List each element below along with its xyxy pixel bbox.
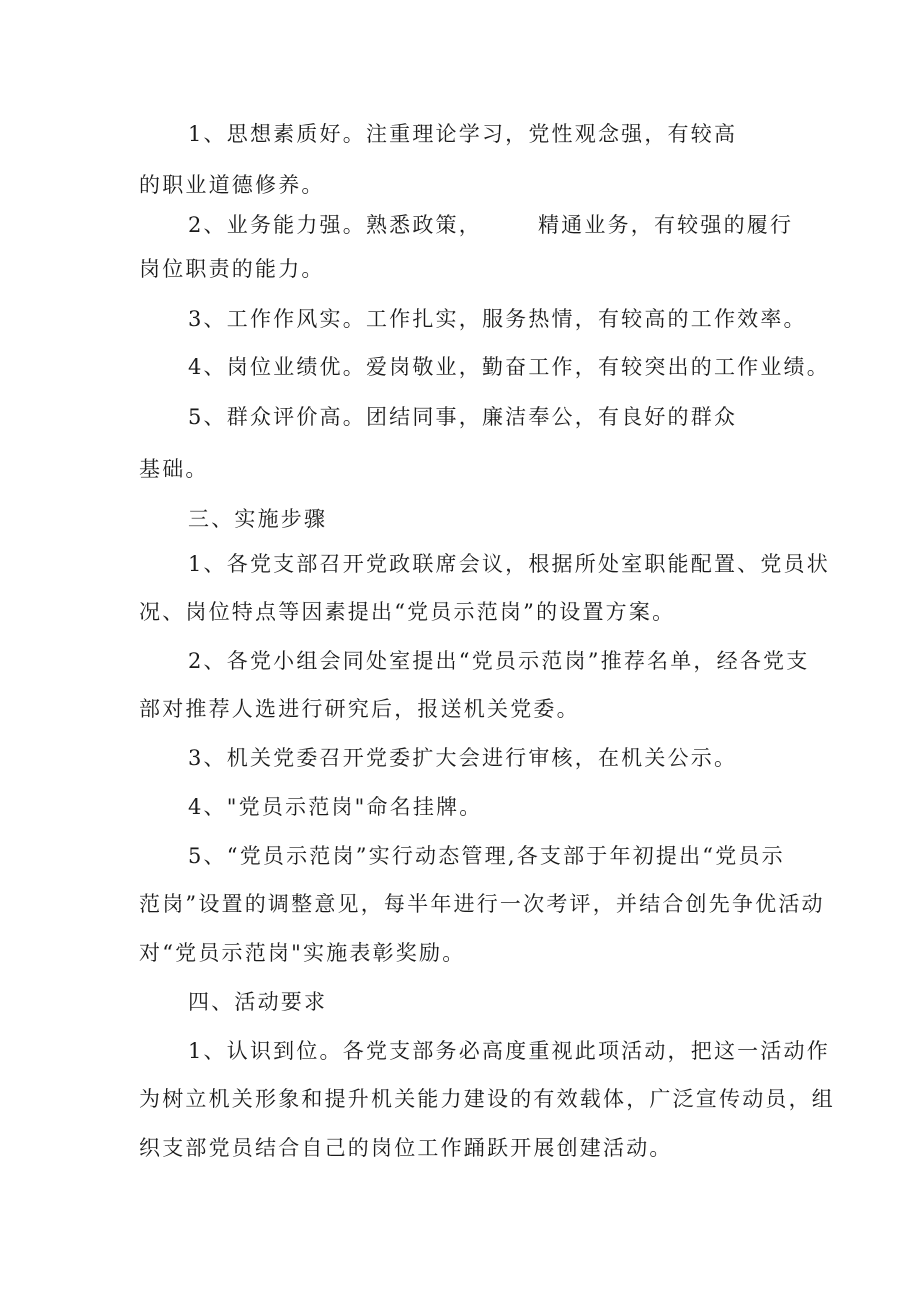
paragraph-line: 织支部党员结合自己的岗位工作踊跃开展创建活动。 bbox=[139, 1136, 673, 1160]
paragraph-line: 4、"党员示范岗"命名挂牌。 bbox=[188, 795, 483, 819]
paragraph-line: 部对推荐人选进行研究后，报送机关党委。 bbox=[139, 697, 580, 721]
paragraph-line: 1、思想素质好。注重理论学习，党性观念强，有较高 bbox=[188, 122, 738, 146]
paragraph-line bbox=[188, 215, 793, 236]
paragraph-line: 为树立机关形象和提升机关能力建设的有效载体，广泛宣传动员，组 bbox=[139, 1087, 835, 1111]
paragraph-line: 3、机关党委召开党委扩大会进行审核，在机关公示。 bbox=[188, 746, 738, 770]
paragraph-line: 况、岗位特点等因素提出“党员示范岗”的设置方案。 bbox=[139, 600, 676, 624]
paragraph-line: 4、岗位业绩优。爱岗敬业，勤奋工作，有较突出的工作业绩。 bbox=[188, 355, 830, 379]
paragraph-line: 1、认识到位。各党支部务必高度重视此项活动，把这一活动作 bbox=[188, 1039, 830, 1063]
paragraph-line: 2、各党小组会同处室提出“党员示范岗”推荐名单，经各党支 bbox=[188, 649, 810, 673]
paragraph-line: 3、工作作风实。工作扎实，服务热情，有较高的工作效率。 bbox=[188, 307, 807, 331]
paragraph-line: 5、“党员示范岗”实行动态管理,各支部于年初提出“党员示 bbox=[188, 844, 785, 868]
paragraph-line: 基础。 bbox=[139, 457, 209, 481]
paragraph-line: 范岗”设置的调整意见，每半年进行一次考评，并结合创先争优活动 bbox=[139, 892, 825, 916]
paragraph-line: 的职业道德修养。 bbox=[139, 173, 325, 197]
section-heading: 三、实施步骤 bbox=[188, 507, 328, 531]
line-segment: 精通业务，有较强的履行 bbox=[537, 213, 794, 237]
paragraph-line: 岗位职责的能力。 bbox=[139, 257, 325, 281]
line-segment: 2、业务能力强。熟悉政策， bbox=[188, 213, 482, 237]
paragraph-line: 5、群众评价高。团结同事，廉洁奉公，有良好的群众 bbox=[188, 405, 738, 429]
paragraph-line: 对“党员示范岗"实施表彰奖励。 bbox=[139, 941, 466, 965]
section-heading: 四、活动要求 bbox=[188, 990, 328, 1014]
paragraph-line: 1、各党支部召开党政联席会议，根据所处室职能配置、党员状 bbox=[188, 552, 830, 576]
